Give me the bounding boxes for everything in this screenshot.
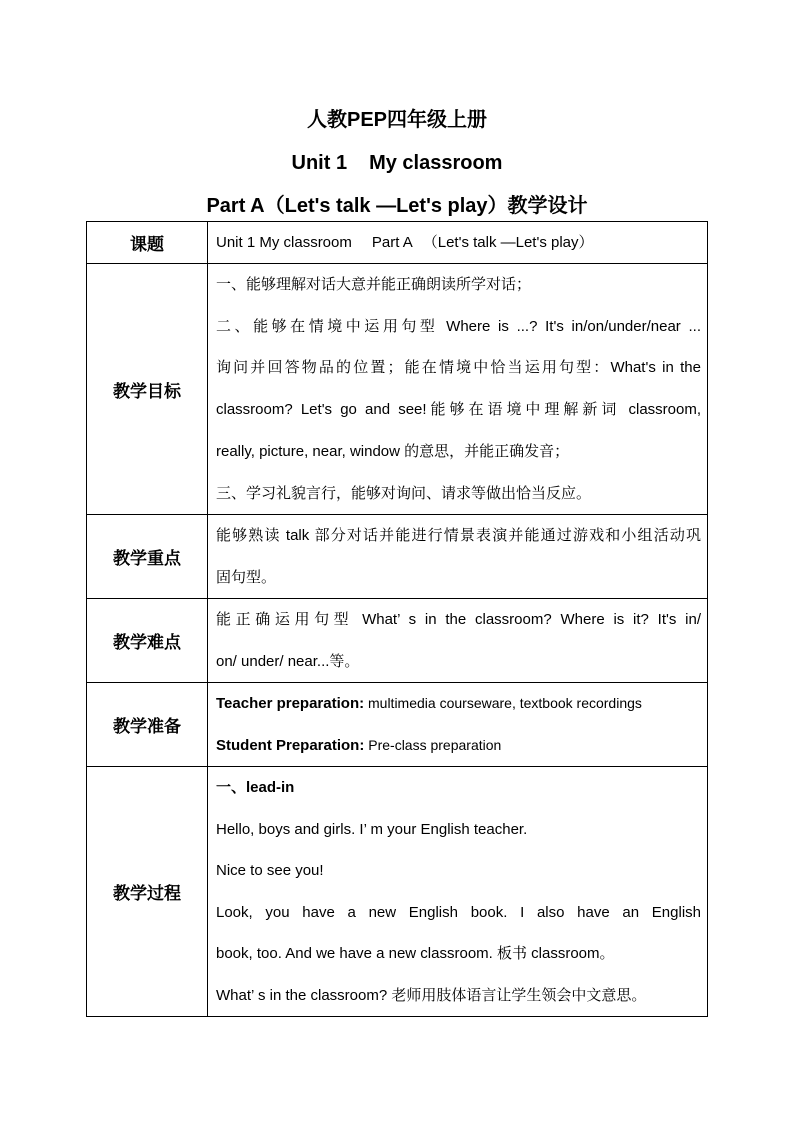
student-preparation xyxy=(216,725,701,767)
label-process: 教学过程 xyxy=(87,767,208,1017)
process-line: Hello, boys and girls. I’ m your English teacher. xyxy=(216,820,528,838)
objective-line: 三、学习礼貌言行，能够对询问、请求等做出恰当反应。 xyxy=(216,484,592,502)
teacher-preparation xyxy=(216,683,701,725)
document-titles xyxy=(0,101,794,230)
row-objectives xyxy=(87,264,708,515)
objective-line: 一、能够理解对话大意并能正确朗读所学对话； xyxy=(216,276,532,293)
unit-number: Unit 1 xyxy=(291,152,348,174)
objective-line: 询问并回答物品的位置；能在情境中恰当运用句型：What's in the xyxy=(216,359,701,377)
content-process xyxy=(208,767,708,1017)
student-preparation-text: Pre-class preparation xyxy=(368,736,502,753)
key-point-line: 能够熟读 talk 部分对话并能进行情景表演并能通过游戏和小组活动巩 xyxy=(216,527,701,545)
lesson-plan-table xyxy=(86,221,708,1017)
row-process xyxy=(87,767,708,1017)
content-topic xyxy=(208,222,708,264)
label-key-points: 教学重点 xyxy=(87,515,208,599)
row-topic xyxy=(87,222,708,264)
label-preparation: 教学准备 xyxy=(87,683,208,767)
process-line: Nice to see you! xyxy=(216,862,324,880)
objective-line: really, picture, near, window 的意思，并能正确发音； xyxy=(216,442,570,460)
row-key-points xyxy=(87,515,708,599)
difficulty-line: 能正确运用句型 What’ s in the classroom? Where is it? It's in/ xyxy=(216,611,701,629)
process-line: Look, you have a new English book. I also have an English xyxy=(216,903,701,921)
topic-text xyxy=(216,222,701,263)
label-difficulties: 教学难点 xyxy=(87,599,208,683)
label-topic: 课题 xyxy=(87,222,208,264)
difficulty-line: on/ under/ near...等。 xyxy=(216,652,360,670)
topic-part: Part A xyxy=(371,234,413,251)
title-unit xyxy=(0,144,794,187)
process-line: book, too. And we have a new classroom. 板书 classroom。 xyxy=(216,945,615,963)
label-objectives: 教学目标 xyxy=(87,264,208,515)
row-difficulties xyxy=(87,599,708,683)
content-key-points xyxy=(208,515,708,599)
unit-name: My classroom xyxy=(369,152,503,174)
topic-section: （Let's talk —Let's play） xyxy=(422,234,594,251)
title-textbook: 人教PEP四年级上册 xyxy=(306,109,488,131)
process-line: What’ s in the classroom? 老师用肢体语言让学生领会中文意思。 xyxy=(216,986,647,1004)
teacher-preparation-text: multimedia courseware, textbook recordings xyxy=(368,695,642,712)
row-preparation xyxy=(87,683,708,767)
title-lesson: Part A（Let's talk —Let's play）教学设计 xyxy=(206,195,588,217)
objective-line: classroom? Let's go and see!能够在语境中理解新词 classroom, xyxy=(216,401,701,419)
topic-unit: Unit 1 My classroom xyxy=(216,234,352,251)
content-preparation xyxy=(208,683,708,767)
process-heading xyxy=(216,767,701,809)
content-objectives xyxy=(208,264,708,515)
objective-line: 二、能够在情境中运用句型 Where is ...? It's in/on/under/near ... xyxy=(216,317,701,335)
process-heading-text: 一、lead-in xyxy=(216,779,295,797)
content-difficulties xyxy=(208,599,708,683)
teacher-preparation-label: Teacher preparation: xyxy=(216,695,365,713)
student-preparation-label: Student Preparation: xyxy=(216,736,365,754)
key-point-line: 固句型。 xyxy=(216,568,277,586)
